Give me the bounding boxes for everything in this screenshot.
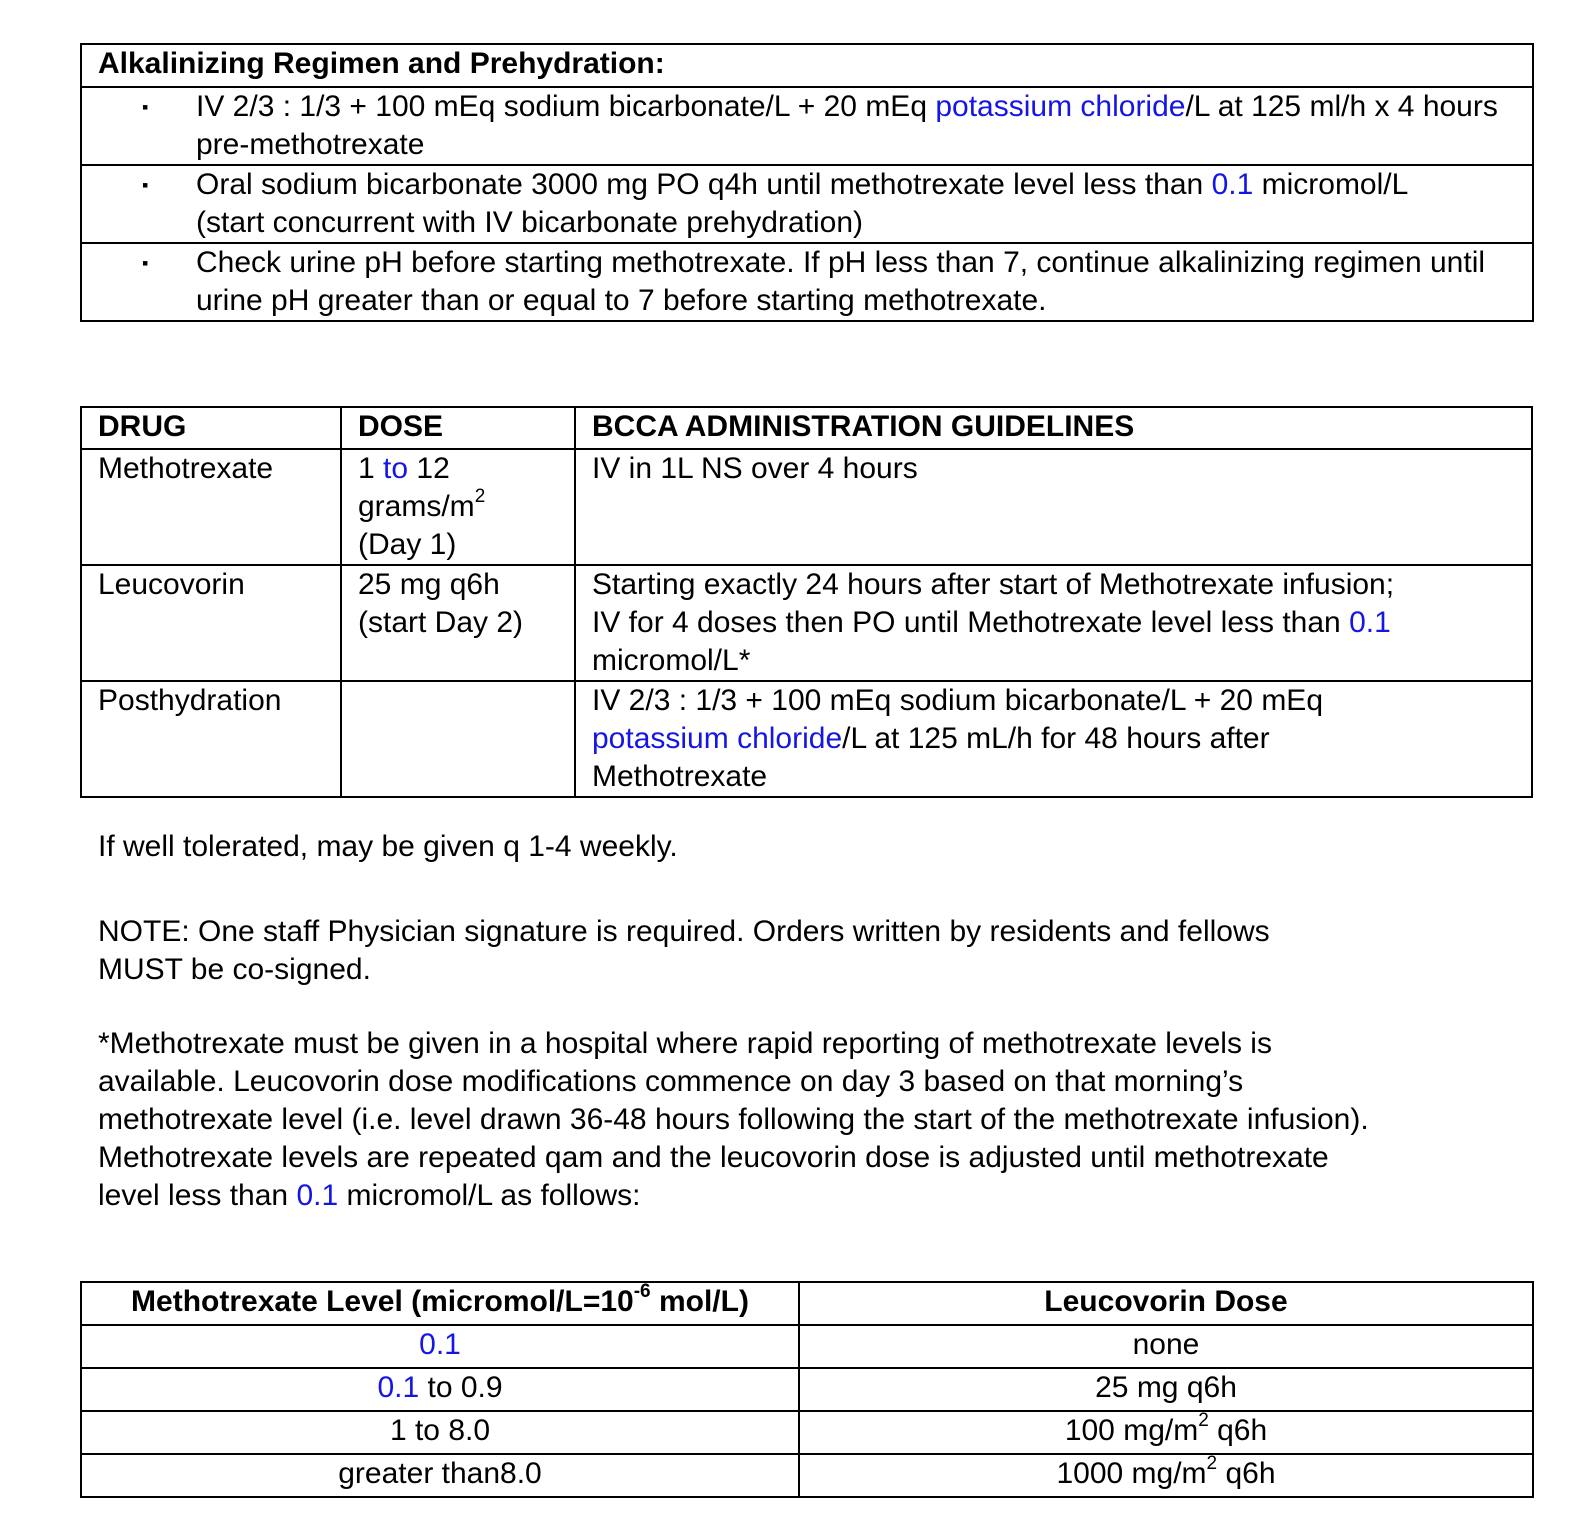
drug-guideline: Starting exactly 24 hours after start of Methotrexate infusion; IV for 4 doses then PO until Methotrexate level less than 0.1 micromol/L* [575, 565, 1532, 681]
bullet-icon: ▪ [142, 253, 149, 273]
regimen-table [80, 43, 1534, 322]
regimen-item [81, 87, 1533, 165]
header-dose: DOSE [341, 407, 575, 449]
leucovorin-dose-table [80, 1281, 1534, 1498]
drug-guideline: IV in 1L NS over 4 hours [575, 449, 1532, 565]
level-value-link[interactable]: 0.1 [1349, 606, 1391, 639]
level-value-link[interactable]: 0.1 [377, 1371, 420, 1404]
drug-guideline: IV 2/3 : 1/3 + 100 mEq sodium bicarbonate/L + 20 mEq potassium chloride/L at 125 mL/h for 48 hours after Methotrexate [575, 681, 1532, 797]
dose-cell: 100 $mg/m^2$ q6h [799, 1411, 1533, 1454]
potassium-chloride-link[interactable]: potassium chloride [592, 722, 843, 755]
level-value-link[interactable]: 0.1 [1211, 168, 1254, 201]
header-leucovorin-dose: Leucovorin Dose [799, 1282, 1533, 1325]
drug-name: Posthydration [81, 681, 341, 797]
table-row [81, 1368, 1533, 1411]
table-row [81, 1454, 1533, 1497]
level-value-link[interactable]: 0.1 [419, 1328, 461, 1361]
signature-note: NOTE: One staff Physician signature is required. Orders written by residents and fellows MUST be co-signed. [98, 915, 1270, 986]
regimen-title: Alkalinizing Regimen and Prehydration: [81, 44, 1533, 87]
table-row [81, 449, 1532, 565]
header-level: Methotrexate Level ($micromol/L=10^{-6}$ mol/L) [81, 1282, 799, 1325]
potassium-chloride-link[interactable]: potassium chloride [935, 90, 1186, 123]
level-cell [81, 1325, 799, 1368]
table-row [81, 565, 1532, 681]
regimen-item [81, 243, 1533, 321]
tolerated-note: If well tolerated, may be given q 1-4 weekly. [98, 830, 678, 863]
regimen-item-text: Oral sodium bicarbonate 3000 mg PO q4h until methotrexate level less than 0.1 micromol/L (start concurrent with IV bicarbonate prehydration) [196, 168, 1409, 239]
level-cell: greater than8.0 [81, 1454, 799, 1497]
level-cell: 0.1 to 0.9 [81, 1368, 799, 1411]
header-guidelines: BCCA ADMINISTRATION GUIDELINES [575, 407, 1532, 449]
dose-cell: 1000 $mg/m^2$ q6h [799, 1454, 1533, 1497]
to-link[interactable]: to [383, 452, 409, 485]
regimen-item-text: Check urine pH before starting methotrexate. If pH less than 7, continue alkalinizing regimen until urine pH greater than or equal to 7 before starting methotrexate. [196, 246, 1486, 317]
drug-table [80, 406, 1533, 798]
table-row [81, 1411, 1533, 1454]
dose-cell: none [799, 1325, 1533, 1368]
regimen-item-text: IV 2/3 : 1/3 + 100 mEq sodium bicarbonate/L + 20 mEq potassium chloride/L at 125 ml/h x 4 hours pre-methotrexate [196, 90, 1498, 161]
header-drug: DRUG [81, 407, 341, 449]
level-cell: 1 to 8.0 [81, 1411, 799, 1454]
bullet-icon: ▪ [142, 97, 149, 117]
table-row [81, 681, 1532, 797]
drug-name: Methotrexate [81, 449, 341, 565]
level-value-link[interactable]: 0.1 [296, 1179, 339, 1212]
regimen-item [81, 165, 1533, 243]
table-row [81, 1325, 1533, 1368]
dose-cell: 25 mg q6h [799, 1368, 1533, 1411]
bullet-icon: ▪ [142, 175, 149, 195]
drug-dose [341, 681, 575, 797]
footnote: *Methotrexate must be given in a hospital where rapid reporting of methotrexate levels is available. Leucovorin dose modifications commence on day 3 based on that morning’s methotrexate level (i.e. level drawn 36-48 hours following the start of the methotrexate infusion). Methotrexate levels are repeated qam and the leucovorin dose is adjusted until methotrexate level less than 0.1 micromol/L as follows: [98, 1027, 1369, 1212]
drug-dose: 1 to 12 grams/$m^2$ (Day 1) [341, 449, 575, 565]
drug-dose: 25 mg q6h (start Day 2) [341, 565, 575, 681]
drug-name: Leucovorin [81, 565, 341, 681]
